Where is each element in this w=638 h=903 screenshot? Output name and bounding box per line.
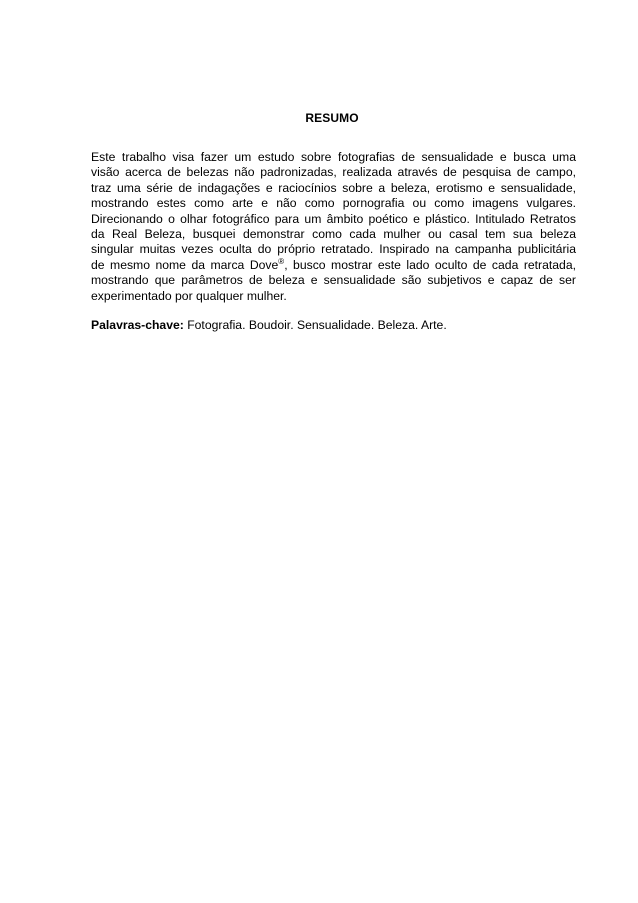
abstract-line: traz uma série de indagações e raciocínios sobre a beleza, erotismo e sensualidade, — [91, 180, 576, 195]
keywords — [91, 318, 576, 333]
abstract-line: da Real Beleza, busquei demonstrar como cada mulher ou casal tem sua beleza — [91, 226, 576, 241]
abstract-line: experimentado por qualquer mulher. — [91, 288, 287, 303]
abstract-line: Direcionando o olhar fotográfico para um âmbito poético e plástico. Intitulado Retratos — [91, 211, 576, 226]
abstract-line: singular muitas vezes oculta do próprio retratado. Inspirado na campanha publicitária — [91, 242, 576, 257]
abstract-line: mostrando estes como arte e não como pornografia ou como imagens vulgares. — [91, 196, 576, 211]
abstract-line: Este trabalho visa fazer um estudo sobre fotografias de sensualidade e busca uma — [91, 150, 576, 164]
registered-mark: ® — [278, 256, 285, 266]
abstract-body — [91, 150, 576, 304]
abstract-line-part: de mesmo nome da marca Dove — [91, 257, 279, 272]
abstract-line-part: , busco mostrar este lado oculto de cada retratada, — [284, 257, 576, 272]
keywords-label: Palavras-chave: — [91, 318, 184, 332]
abstract-line: visão acerca de belezas não padronizadas, realizada através de pesquisa de campo, — [91, 165, 576, 180]
abstract-line — [91, 258, 576, 273]
abstract-title: RESUMO — [305, 111, 359, 125]
abstract-line: mostrando que parâmetros de beleza e sensualidade são subjetivos e capaz de ser — [91, 273, 576, 288]
keywords-text: Fotografia. Boudoir. Sensualidade. Beleza. Arte. — [183, 318, 447, 332]
